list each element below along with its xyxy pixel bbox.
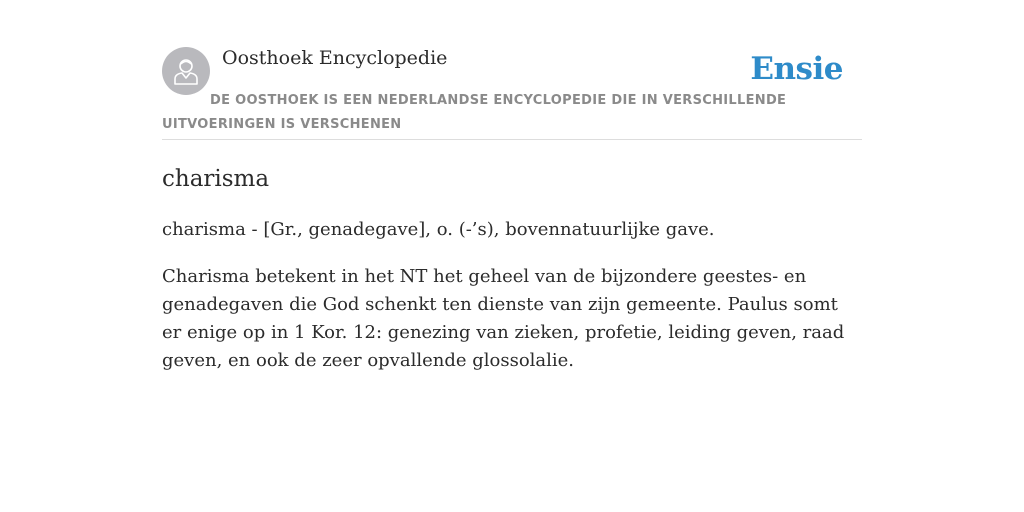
brand-logo[interactable]: Ensie xyxy=(750,51,843,87)
entry-title: charisma xyxy=(162,166,270,192)
header xyxy=(162,0,862,140)
entry-definition: charisma - [Gr., genadegave], o. (-’s), bovennatuurlijke gave. xyxy=(162,219,715,240)
avatar[interactable] xyxy=(162,47,210,95)
user-icon xyxy=(172,56,200,86)
site-name[interactable]: Oosthoek Encyclopedie xyxy=(222,47,448,69)
entry-body: Charisma betekent in het NT het geheel van de bijzondere geestes- en genadegaven die God schenkt ten dienste van zijn gemeente. Paulus somt er enige op in 1 Kor. 12: genezing van zieken, profetie, leiding geven, raad geven, en ook de zeer opvallende glossolalie. xyxy=(162,266,845,371)
page xyxy=(162,0,862,371)
site-tagline: DE OOSTHOEK IS EEN NEDERLANDSE ENCYCLOPEDIE DIE IN VERSCHILLENDE UITVOERINGEN IS VERSCHENEN xyxy=(162,93,787,132)
